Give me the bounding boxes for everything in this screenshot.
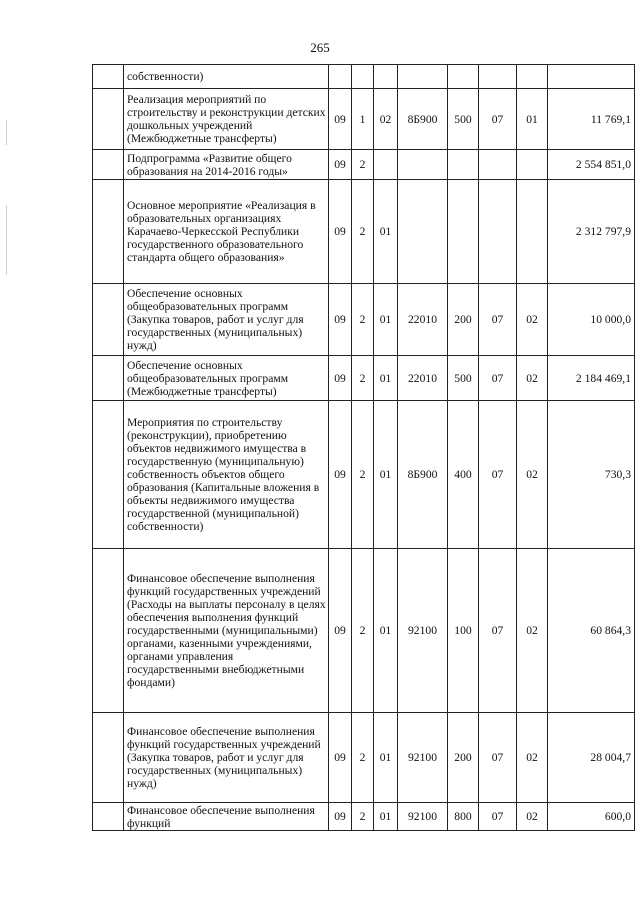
code-pp-cell: 2 bbox=[352, 150, 374, 180]
code-om-cell: 01 bbox=[374, 284, 398, 356]
table-row bbox=[93, 180, 635, 284]
code-pp-cell: 2 bbox=[352, 356, 374, 401]
code-subsection-cell bbox=[517, 65, 548, 89]
expense-name-cell: Финансовое обеспечение выполнения функций государственных учреждений (Расходы на выплаты персоналу в целях обеспечения выполнения функций государственными (муниципальными) органами, казенными учреждениями, органами управления государственными внебюджетными фондами) bbox=[124, 549, 329, 713]
code-direction-cell: 92100 bbox=[398, 549, 448, 713]
code-section-cell: 07 bbox=[479, 713, 517, 803]
margin-line bbox=[6, 205, 7, 275]
expense-name-cell: Обеспечение основных общеобразовательных программ (Межбюджетные трансферты) bbox=[124, 356, 329, 401]
expense-name-cell: Реализация мероприятий по строительству и реконструкции детских дошкольных учреждений (Межбюджетные трансферты) bbox=[124, 89, 329, 150]
code-om-cell: 01 bbox=[374, 401, 398, 549]
code-pp-cell: 2 bbox=[352, 401, 374, 549]
code-pp-cell: 2 bbox=[352, 549, 374, 713]
amount-cell: 730,3 bbox=[548, 401, 635, 549]
code-subsection-cell: 01 bbox=[517, 89, 548, 150]
code-direction-cell: 8Б900 bbox=[398, 401, 448, 549]
code-expense-type-cell: 500 bbox=[448, 356, 479, 401]
code-expense-type-cell: 400 bbox=[448, 401, 479, 549]
code-expense-type-cell bbox=[448, 65, 479, 89]
code-gp-cell: 09 bbox=[329, 89, 352, 150]
code-section-cell: 07 bbox=[479, 401, 517, 549]
code-direction-cell: 8Б900 bbox=[398, 89, 448, 150]
code-gp-cell: 09 bbox=[329, 549, 352, 713]
code-direction-cell: 92100 bbox=[398, 803, 448, 831]
code-section-cell: 07 bbox=[479, 356, 517, 401]
code-om-cell: 02 bbox=[374, 89, 398, 150]
code-section-cell bbox=[479, 65, 517, 89]
expense-name-cell: собственности) bbox=[124, 65, 329, 89]
table-row bbox=[93, 549, 635, 713]
page-number: 265 bbox=[310, 40, 330, 55]
code-subsection-cell: 02 bbox=[517, 356, 548, 401]
expense-name-cell: Обеспечение основных общеобразовательных программ (Закупка товаров, работ и услуг для государственных (муниципальных) нужд) bbox=[124, 284, 329, 356]
code-pp-cell bbox=[352, 65, 374, 89]
code-subsection-cell: 02 bbox=[517, 401, 548, 549]
code-expense-type-cell: 200 bbox=[448, 284, 479, 356]
row-margin-cell bbox=[93, 150, 124, 180]
row-margin-cell bbox=[93, 549, 124, 713]
code-om-cell: 01 bbox=[374, 549, 398, 713]
code-pp-cell: 2 bbox=[352, 180, 374, 284]
row-margin-cell bbox=[93, 180, 124, 284]
code-section-cell: 07 bbox=[479, 89, 517, 150]
code-gp-cell: 09 bbox=[329, 401, 352, 549]
amount-cell: 60 864,3 bbox=[548, 549, 635, 713]
expense-name-cell: Финансовое обеспечение выполнения функций bbox=[124, 803, 329, 831]
amount-cell: 2 184 469,1 bbox=[548, 356, 635, 401]
expense-name-cell: Основное мероприятие «Реализация в образовательных организациях Карачаево-Черкесской Республики государственного образовательного стандарта общего образования» bbox=[124, 180, 329, 284]
budget-table-body bbox=[93, 65, 635, 831]
row-margin-cell bbox=[93, 89, 124, 150]
code-pp-cell: 1 bbox=[352, 89, 374, 150]
code-subsection-cell: 02 bbox=[517, 284, 548, 356]
code-section-cell: 07 bbox=[479, 549, 517, 713]
amount-cell: 2 312 797,9 bbox=[548, 180, 635, 284]
code-subsection-cell: 02 bbox=[517, 713, 548, 803]
code-section-cell: 07 bbox=[479, 803, 517, 831]
code-subsection-cell bbox=[517, 150, 548, 180]
code-gp-cell: 09 bbox=[329, 803, 352, 831]
amount-cell: 2 554 851,0 bbox=[548, 150, 635, 180]
code-direction-cell: 22010 bbox=[398, 356, 448, 401]
row-margin-cell bbox=[93, 65, 124, 89]
table-row bbox=[93, 401, 635, 549]
table-row bbox=[93, 713, 635, 803]
code-pp-cell: 2 bbox=[352, 803, 374, 831]
code-section-cell bbox=[479, 150, 517, 180]
table-row bbox=[93, 803, 635, 831]
code-gp-cell: 09 bbox=[329, 150, 352, 180]
code-om-cell bbox=[374, 150, 398, 180]
code-subsection-cell: 02 bbox=[517, 549, 548, 713]
code-expense-type-cell bbox=[448, 150, 479, 180]
code-gp-cell: 09 bbox=[329, 356, 352, 401]
code-expense-type-cell: 100 bbox=[448, 549, 479, 713]
amount-cell: 11 769,1 bbox=[548, 89, 635, 150]
code-section-cell bbox=[479, 180, 517, 284]
table-row bbox=[93, 284, 635, 356]
row-margin-cell bbox=[93, 803, 124, 831]
row-margin-cell bbox=[93, 401, 124, 549]
expense-name-cell: Мероприятия по строительству (реконструкции), приобретению объектов недвижимого имущества в государственную (муниципальную) собственность объектов общего образования (Капитальные вложения в объекты недвижимого имущества государственной (муниципальной) собственности) bbox=[124, 401, 329, 549]
table-row bbox=[93, 150, 635, 180]
expense-name-cell: Финансовое обеспечение выполнения функций государственных учреждений (Закупка товаров, работ и услуг для государственных (муниципальных) нужд) bbox=[124, 713, 329, 803]
code-expense-type-cell: 800 bbox=[448, 803, 479, 831]
code-gp-cell bbox=[329, 65, 352, 89]
table-row bbox=[93, 65, 635, 89]
code-subsection-cell bbox=[517, 180, 548, 284]
code-direction-cell bbox=[398, 150, 448, 180]
row-margin-cell bbox=[93, 284, 124, 356]
code-pp-cell: 2 bbox=[352, 713, 374, 803]
code-om-cell bbox=[374, 65, 398, 89]
code-gp-cell: 09 bbox=[329, 284, 352, 356]
code-direction-cell: 92100 bbox=[398, 713, 448, 803]
code-om-cell: 01 bbox=[374, 356, 398, 401]
expense-name-cell: Подпрограмма «Развитие общего образования на 2014-2016 годы» bbox=[124, 150, 329, 180]
table-row bbox=[93, 356, 635, 401]
row-margin-cell bbox=[93, 713, 124, 803]
amount-cell bbox=[548, 65, 635, 89]
code-expense-type-cell: 500 bbox=[448, 89, 479, 150]
code-pp-cell: 2 bbox=[352, 284, 374, 356]
code-om-cell: 01 bbox=[374, 180, 398, 284]
amount-cell: 600,0 bbox=[548, 803, 635, 831]
amount-cell: 10 000,0 bbox=[548, 284, 635, 356]
code-gp-cell: 09 bbox=[329, 713, 352, 803]
code-subsection-cell: 02 bbox=[517, 803, 548, 831]
code-om-cell: 01 bbox=[374, 803, 398, 831]
code-expense-type-cell: 200 bbox=[448, 713, 479, 803]
code-gp-cell: 09 bbox=[329, 180, 352, 284]
code-direction-cell bbox=[398, 180, 448, 284]
code-expense-type-cell bbox=[448, 180, 479, 284]
code-direction-cell: 22010 bbox=[398, 284, 448, 356]
row-margin-cell bbox=[93, 356, 124, 401]
code-direction-cell bbox=[398, 65, 448, 89]
code-section-cell: 07 bbox=[479, 284, 517, 356]
code-om-cell: 01 bbox=[374, 713, 398, 803]
amount-cell: 28 004,7 bbox=[548, 713, 635, 803]
table-row bbox=[93, 89, 635, 150]
margin-line bbox=[6, 120, 7, 145]
budget-table bbox=[92, 64, 635, 831]
